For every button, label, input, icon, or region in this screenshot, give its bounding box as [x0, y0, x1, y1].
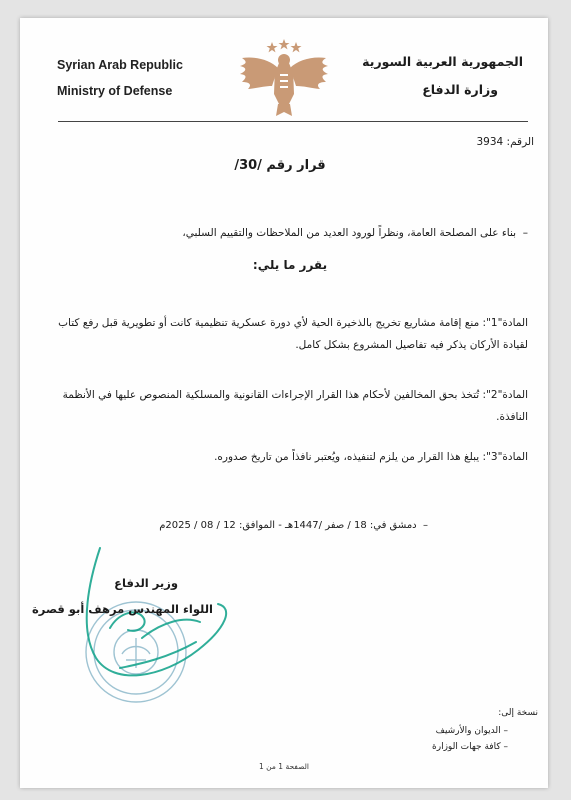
header-divider — [58, 121, 528, 122]
article-1 — [48, 312, 528, 356]
distribution-heading: نسخة إلى: — [498, 708, 538, 718]
header-country-ar: الجمهورية العربية السورية — [362, 54, 523, 69]
article-3 — [48, 446, 528, 468]
article-2 — [38, 384, 528, 428]
date-bullet: – — [416, 520, 428, 531]
distribution-text-1: الديوان والأرشيف — [435, 726, 501, 736]
page-footer: الصفحة 1 من 1 — [259, 762, 309, 771]
eagle-emblem-icon — [234, 38, 334, 118]
reference-number — [476, 136, 534, 148]
header-ministry-en: Ministry of Defense — [57, 84, 173, 98]
reference-label: الرقم: — [506, 136, 534, 148]
signatory-title: وزير الدفاع — [114, 576, 178, 590]
reference-value: 3934 — [476, 136, 504, 148]
article-1-line-1: المادة"1": منع إقامة مشاريع تخريج بالذخيرة الحية لأي دورة عسكرية تنظيمية كانت أو تطويرية قبل رفع كتاب — [58, 317, 528, 329]
date-text: دمشق في: 18 / صفر /1447هـ - الموافق: 12 / 08 / 2025م — [159, 520, 417, 531]
signatory-name: اللواء المهندس مرهف أبو قصرة — [32, 602, 213, 616]
document-page — [20, 18, 548, 788]
article-2-line-1: المادة"2": تُتخذ بحق المخالفين لأحكام هذا القرار الإجراءات القانونية والمسلكية المنصوص عليها في الأنظمة — [62, 389, 528, 401]
distribution-bullet: – — [500, 726, 508, 736]
header-country-en: Syrian Arab Republic — [57, 58, 183, 72]
article-2-line-2: النافذة. — [496, 411, 528, 423]
distribution-text-2: كافة جهات الوزارة — [432, 742, 501, 752]
preamble-content: بناء على المصلحة العامة، ونظراً لورود العديد من الملاحظات والتقييم السلبي، — [182, 227, 517, 239]
distribution-item-1 — [436, 726, 508, 736]
decided-heading: يقرر ما يلي: — [252, 258, 328, 272]
distribution-bullet: – — [500, 742, 508, 752]
preamble-text — [108, 222, 528, 244]
distribution-item-2 — [432, 742, 508, 752]
article-3-line-1: المادة"3": يبلغ هذا القرار من يلزم لتنفيذه، ويُعتبر نافذاً من تاريخ صدوره. — [214, 451, 528, 463]
header-ministry-ar: وزارة الدفاع — [422, 82, 498, 97]
preamble-bullet: – — [516, 227, 528, 239]
decision-title: قرار رقم /30/ — [234, 158, 326, 173]
article-1-line-2: لقيادة الأركان يذكر فيه تفاصيل المشروع بشكل كامل. — [295, 339, 528, 351]
